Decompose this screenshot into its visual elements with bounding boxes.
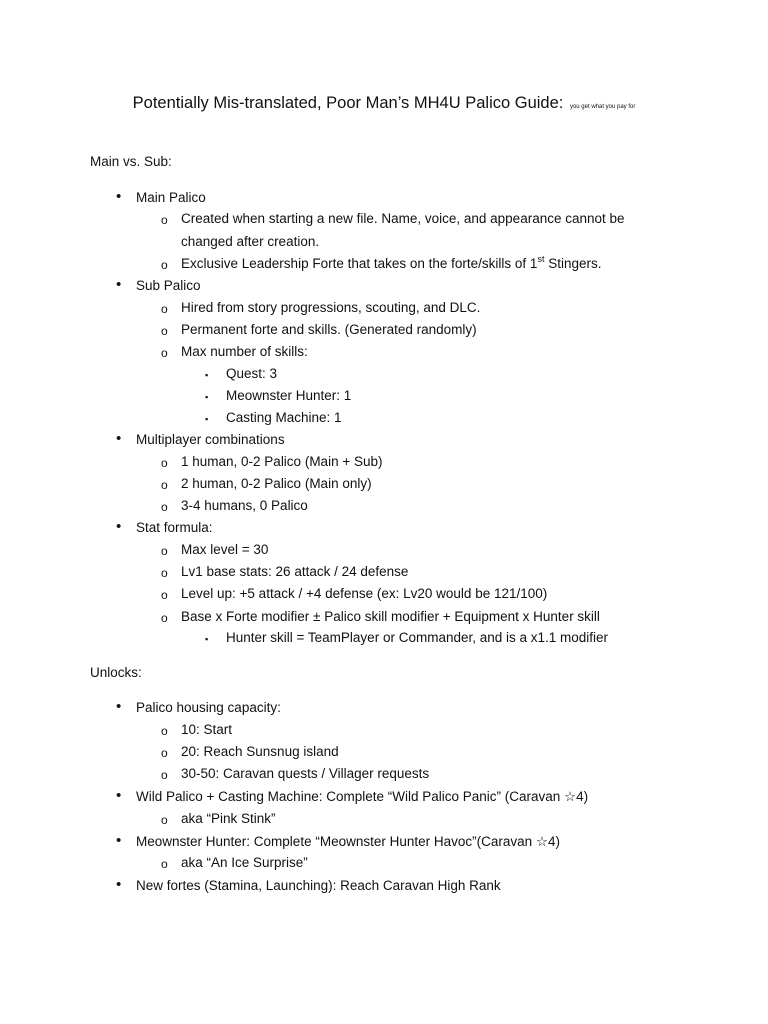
- bullet-l2: o: [161, 566, 168, 580]
- main-palico-item-2: [181, 255, 601, 273]
- bullet-l2: o: [161, 500, 168, 514]
- bullet-l2: o: [161, 611, 168, 625]
- section-heading-unlocks: Unlocks:: [90, 665, 142, 680]
- new-fortes-label: New fortes (Stamina, Launching): Reach Caravan High Rank: [136, 878, 501, 893]
- bullet-l3: ▪: [205, 634, 209, 644]
- bullet-l2: o: [161, 456, 168, 470]
- bullet-l2: o: [161, 768, 168, 782]
- multiplayer-item-1: 1 human, 0-2 Palico (Main + Sub): [181, 454, 383, 469]
- multiplayer-label: Multiplayer combinations: [136, 432, 285, 447]
- bullet-l2: o: [161, 302, 168, 316]
- main-palico-item-1-line-1: Created when starting a new file. Name, voice, and appearance cannot be: [181, 211, 625, 226]
- title-aside: you get what you pay for: [569, 104, 636, 110]
- bullet-l1: •: [116, 787, 122, 804]
- main-palico-item-2-text: Exclusive Leadership Forte that takes on the forte/skills of 1: [181, 256, 538, 271]
- skill-casting: Casting Machine: 1: [226, 410, 342, 425]
- sub-palico-item-2: Permanent forte and skills. (Generated randomly): [181, 322, 477, 337]
- bullet-l2: o: [161, 324, 168, 338]
- housing-item-2: 20: Reach Sunsnug island: [181, 744, 339, 759]
- bullet-l1: •: [116, 876, 122, 893]
- bullet-l2: o: [161, 258, 168, 272]
- sub-palico-item-3: Max number of skills:: [181, 344, 308, 359]
- main-palico-item-2-tail: Stingers.: [544, 256, 602, 271]
- bullet-l1: •: [116, 430, 122, 447]
- bullet-l2: o: [161, 346, 168, 360]
- skill-quest: Quest: 3: [226, 366, 278, 381]
- stat-item-2: Lv1 base stats: 26 attack / 24 defense: [181, 564, 409, 579]
- page-title: [0, 94, 768, 113]
- bullet-l3: ▪: [205, 414, 209, 424]
- bullet-l1: •: [116, 518, 122, 535]
- stat-item-4: Base x Forte modifier ± Palico skill modifier + Equipment x Hunter skill: [181, 609, 600, 624]
- housing-label: Palico housing capacity:: [136, 700, 281, 715]
- skill-meownster: Meownster Hunter: 1: [226, 388, 352, 403]
- stat-item-1: Max level = 30: [181, 542, 269, 557]
- stat-formula-label: Stat formula:: [136, 520, 213, 535]
- stat-item-3: Level up: +5 attack / +4 defense (ex: Lv20 would be 121/100): [181, 586, 548, 601]
- multiplayer-item-2: 2 human, 0-2 Palico (Main only): [181, 476, 372, 491]
- bullet-l3: ▪: [205, 370, 209, 380]
- wild-palico-label: Wild Palico + Casting Machine: Complete “Wild Palico Panic” (Caravan ☆4): [136, 789, 589, 804]
- sub-palico-label: Sub Palico: [136, 278, 201, 293]
- bullet-l2: o: [161, 478, 168, 492]
- housing-item-1: 10: Start: [181, 722, 233, 737]
- bullet-l2: o: [161, 857, 168, 871]
- bullet-l2: o: [161, 746, 168, 760]
- bullet-l3: ▪: [205, 392, 209, 402]
- bullet-l2: o: [161, 588, 168, 602]
- wild-palico-aka: aka “Pink Stink”: [181, 811, 276, 826]
- bullet-l1: •: [116, 698, 122, 715]
- bullet-l2: o: [161, 724, 168, 738]
- meownster-aka: aka “An Ice Surprise”: [181, 855, 308, 870]
- bullet-l1: •: [116, 276, 122, 293]
- stat-sub-item: Hunter skill = TeamPlayer or Commander, and is a x1.1 modifier: [226, 630, 609, 645]
- meownster-label: Meownster Hunter: Complete “Meownster Hunter Havoc”(Caravan ☆4): [136, 834, 561, 849]
- bullet-l2: o: [161, 544, 168, 558]
- ordinal-superscript: st: [537, 254, 545, 264]
- bullet-l1: •: [116, 832, 122, 849]
- bullet-l2: o: [161, 813, 168, 827]
- main-palico-label: Main Palico: [136, 190, 206, 205]
- housing-item-3: 30-50: Caravan quests / Villager requests: [181, 766, 430, 781]
- bullet-l2: o: [161, 213, 168, 227]
- title-main: Potentially Mis-translated, Poor Man’s MH4U Palico Guide:: [132, 94, 564, 112]
- sub-palico-item-1: Hired from story progressions, scouting, and DLC.: [181, 300, 481, 315]
- bullet-l1: •: [116, 188, 122, 205]
- section-heading-main-vs-sub: Main vs. Sub:: [90, 154, 172, 169]
- multiplayer-item-3: 3-4 humans, 0 Palico: [181, 498, 308, 513]
- main-palico-item-1-line-2: changed after creation.: [181, 234, 320, 249]
